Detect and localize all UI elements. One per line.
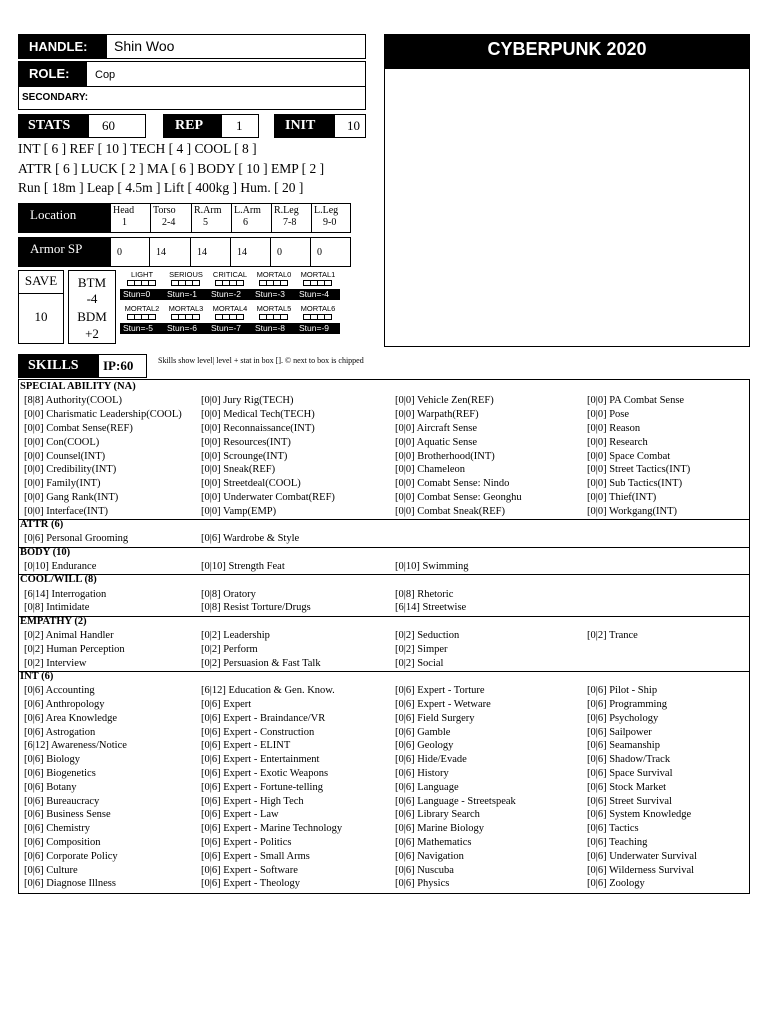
- skill-entry[interactable]: [0|0] Streetdeal(COOL): [201, 478, 301, 490]
- stun-row: [120, 323, 340, 334]
- location-divider: [191, 203, 192, 233]
- skill-entry[interactable]: [0|8] Resist Torture/Drugs: [201, 602, 311, 614]
- skill-entry[interactable]: [0|6] Expert - Entertainment: [201, 754, 320, 766]
- skill-entry[interactable]: [0|6] Expert - Fortune-telling: [201, 781, 323, 793]
- stat-line-movement: Run [ 18m ] Leap [ 4.5m ] Lift [ 400kg ] Hum. [ 20 ]: [18, 180, 304, 195]
- location-divider: [150, 203, 151, 233]
- location-roll: 1: [122, 217, 127, 228]
- skill-entry[interactable]: [0|6] Underwater Survival: [587, 850, 697, 862]
- wound-level-label: MORTAL4: [212, 304, 248, 313]
- skill-entry[interactable]: [0|0] Thief(INT): [587, 491, 657, 503]
- skill-entry[interactable]: [0|6] Street Survival: [587, 795, 672, 807]
- skill-entry[interactable]: [0|6] Diagnose Illness: [24, 878, 116, 890]
- stat-line-secondary: ATTR [ 6 ] LUCK [ 2 ] MA [ 6 ] BODY [ 10 ] EMP [ 2 ]: [18, 161, 325, 176]
- skill-entry[interactable]: [0|2] Human Perception: [24, 643, 125, 655]
- wound-checkbox[interactable]: [192, 280, 200, 286]
- stun-value: Stun=-9: [299, 323, 330, 333]
- stun-value: Stun=-2: [211, 289, 242, 299]
- handle-label: HANDLE:: [19, 35, 107, 58]
- skill-entry[interactable]: [0|8] Intimidate: [24, 602, 90, 614]
- secondary-row: [18, 86, 366, 110]
- armor-sp-cell[interactable]: 0: [270, 237, 311, 267]
- stun-value: Stun=-4: [299, 289, 330, 299]
- wound-boxes[interactable]: [252, 314, 296, 320]
- category-separator: [18, 547, 749, 548]
- skill-entry[interactable]: [0|8] Oratory: [201, 588, 256, 600]
- wound-checkbox[interactable]: [236, 314, 244, 320]
- save-box: [18, 270, 64, 344]
- skill-entry[interactable]: [0|6] Biogenetics: [24, 767, 96, 779]
- skill-entry[interactable]: [0|6] Biology: [24, 754, 81, 766]
- role-value[interactable]: Cop: [95, 69, 116, 81]
- stat-line-primary: INT [ 6 ] REF [ 10 ] TECH [ 4 ] COOL [ 8 ]: [18, 141, 257, 156]
- location-name: R.Leg: [274, 205, 299, 216]
- save-label: SAVE: [24, 273, 58, 288]
- wound-level-label: SERIOUS: [169, 270, 203, 279]
- armor-sp-cell[interactable]: 14: [230, 237, 271, 267]
- skill-entry[interactable]: [0|0] Sneak(REF): [201, 464, 276, 476]
- wound-checkbox[interactable]: [148, 314, 156, 320]
- skill-entry[interactable]: [0|0] Pose: [587, 409, 630, 421]
- stun-value: Stun=0: [123, 289, 151, 299]
- wound-level-label: MORTAL3: [168, 304, 204, 313]
- skill-entry[interactable]: [0|6] Expert - Theology: [201, 878, 301, 890]
- rep-label: REP: [163, 114, 221, 138]
- skill-entry[interactable]: [0|0] PA Combat Sense: [587, 395, 685, 407]
- skill-entry[interactable]: [0|6] Language - Streetspeak: [395, 795, 516, 807]
- wound-checkbox[interactable]: [236, 280, 244, 286]
- skill-entry[interactable]: [0|2] Social: [395, 657, 444, 669]
- skill-entry[interactable]: [0|0] Street Tactics(INT): [587, 464, 691, 476]
- secondary-label: SECONDARY:: [22, 92, 89, 103]
- skill-entry[interactable]: [0|2] Animal Handler: [24, 629, 114, 641]
- location-cell: [314, 205, 338, 229]
- skill-entry[interactable]: [0|6] Seamanship: [587, 740, 660, 752]
- category-separator: [18, 519, 749, 520]
- skill-entry[interactable]: [6|12] Education & Gen. Know.: [201, 685, 335, 697]
- skill-entry[interactable]: [0|6] Expert - Marine Technology: [201, 823, 343, 835]
- btm-label: BTM: [77, 275, 107, 290]
- wound-checkbox[interactable]: [324, 280, 332, 286]
- wound-level-label: MORTAL6: [300, 304, 336, 313]
- skill-entry[interactable]: [0|0] Jury Rig(TECH): [201, 395, 294, 407]
- skill-entry[interactable]: [0|6] Psychology: [587, 712, 659, 724]
- skill-entry[interactable]: [0|6] Language: [395, 781, 459, 793]
- stun-value: Stun=-3: [255, 289, 286, 299]
- skill-entry[interactable]: [0|6] Marine Biology: [395, 823, 485, 835]
- skill-entry[interactable]: [0|6] Stock Market: [587, 781, 667, 793]
- skill-entry[interactable]: [0|0] Combat Sense: Geonghu: [395, 491, 522, 503]
- skill-entry[interactable]: [0|2] Perform: [201, 643, 258, 655]
- skill-entry[interactable]: [0|6] Sailpower: [587, 726, 652, 738]
- skill-entry[interactable]: [0|2] Leadership: [201, 629, 270, 641]
- skill-entry[interactable]: [0|6] Culture: [24, 864, 78, 876]
- skill-entry[interactable]: [0|6] Expert - Law: [201, 809, 279, 821]
- bdm-value[interactable]: +2: [85, 326, 99, 341]
- skill-entry[interactable]: [0|6] Mathematics: [395, 836, 472, 848]
- skill-entry[interactable]: [0|6] Expert - Braindance/VR: [201, 712, 326, 724]
- skill-entry[interactable]: [0|6] Library Search: [395, 809, 480, 821]
- location-cell: [153, 205, 176, 229]
- skill-entry[interactable]: [0|6] Chemistry: [24, 823, 90, 835]
- skill-category-int: INT (6): [20, 670, 54, 682]
- skill-entry[interactable]: [0|0] Gang Rank(INT): [24, 491, 119, 503]
- wound-level-label: LIGHT: [130, 270, 154, 279]
- skill-entry[interactable]: [0|6] Expert - Small Arms: [201, 850, 310, 862]
- category-separator: [18, 574, 749, 575]
- skill-category-empathy: EMPATHY (2): [20, 615, 87, 627]
- skill-entry[interactable]: [0|6] Pilot - Ship: [587, 685, 658, 697]
- skill-entry[interactable]: [0|0] Family(INT): [24, 478, 101, 490]
- stun-value: Stun=-6: [167, 323, 198, 333]
- skill-entry[interactable]: [0|6] Botany: [24, 781, 77, 793]
- role-row: [18, 61, 366, 87]
- skill-entry[interactable]: [0|6] Expert - Construction: [201, 726, 315, 738]
- skill-entry[interactable]: [0|6] Navigation: [395, 850, 464, 862]
- skill-entry[interactable]: [0|0] Sub Tactics(INT): [587, 478, 683, 490]
- location-roll: 2-4: [162, 217, 176, 228]
- location-roll: 6: [243, 217, 248, 228]
- skill-entry[interactable]: [0|0] Credibility(INT): [24, 464, 117, 476]
- skill-entry[interactable]: [0|6] Geology: [395, 740, 454, 752]
- skill-entry[interactable]: [0|0] Chameleon: [395, 464, 466, 476]
- skill-entry[interactable]: [0|6] Expert - Torture: [395, 685, 485, 697]
- skill-entry[interactable]: [0|6] Expert: [201, 698, 252, 710]
- location-divider: [231, 203, 232, 233]
- wound-boxes[interactable]: [120, 314, 164, 320]
- armor-sp-cell[interactable]: 0: [110, 237, 150, 267]
- skill-entry[interactable]: [0|6] History: [395, 767, 449, 779]
- skill-entry[interactable]: [0|2] Trance: [587, 629, 638, 641]
- save-value[interactable]: 10: [34, 309, 48, 324]
- skill-entry[interactable]: [0|6] Wardrobe & Style: [201, 533, 300, 545]
- bdm-label: BDM: [77, 309, 107, 324]
- skill-entry[interactable]: [0|6] Space Survival: [587, 767, 673, 779]
- skills-note: Skills show level| level + stat in box []. © next to box is chipped: [158, 356, 364, 365]
- skill-entry[interactable]: [0|2] Persuasion & Fast Talk: [201, 657, 321, 669]
- wound-checkbox[interactable]: [148, 280, 156, 286]
- skill-entry[interactable]: [0|10] Swimming: [395, 560, 469, 572]
- armor-sp-cell[interactable]: 0: [310, 237, 351, 267]
- wound-level-label: MORTAL5: [256, 304, 292, 313]
- skill-entry[interactable]: [0|0] Comabt Sense: Nindo: [395, 478, 510, 490]
- skill-entry[interactable]: [0|6] Shadow/Track: [587, 754, 671, 766]
- skill-entry[interactable]: [8|8] Authority(COOL): [24, 395, 123, 407]
- skill-entry[interactable]: [0|0] Medical Tech(TECH): [201, 409, 315, 421]
- ip-value: IP:60: [98, 354, 147, 378]
- skill-entry[interactable]: [0|6] Expert - Software: [201, 864, 298, 876]
- wound-level-label: MORTAL0: [256, 270, 292, 279]
- skill-entry[interactable]: [0|2] Interview: [24, 657, 87, 669]
- skill-entry[interactable]: [0|0] Interface(INT): [24, 505, 109, 517]
- skill-category-attr: ATTR (6): [20, 519, 64, 530]
- rep-value[interactable]: 1: [221, 114, 259, 138]
- skill-category-body: BODY (10): [20, 546, 71, 558]
- skill-entry[interactable]: [6|14] Streetwise: [395, 602, 467, 614]
- wound-boxes[interactable]: [120, 280, 164, 286]
- wound-boxes[interactable]: [208, 314, 252, 320]
- skill-entry[interactable]: [0|6] Hide/Evade: [395, 754, 467, 766]
- location-name: Head: [113, 205, 135, 216]
- skill-entry[interactable]: [0|0] Underwater Combat(REF): [201, 491, 335, 503]
- category-separator: [18, 616, 749, 617]
- wound-boxes[interactable]: [296, 280, 340, 286]
- location-divider: [271, 203, 272, 233]
- skill-entry[interactable]: [0|6] Corporate Policy: [24, 850, 118, 862]
- stun-value: Stun=-5: [123, 323, 154, 333]
- wound-level-label: MORTAL2: [124, 304, 160, 313]
- location-roll: 7-8: [283, 217, 297, 228]
- skill-entry[interactable]: [0|6] Composition: [24, 836, 101, 848]
- skill-entry[interactable]: [0|6] Business Sense: [24, 809, 111, 821]
- stun-value: Stun=-1: [167, 289, 198, 299]
- skill-entry[interactable]: [0|0] Research: [587, 436, 648, 448]
- skill-entry[interactable]: [0|6] Accounting: [24, 685, 95, 697]
- location-name: L.Arm: [234, 205, 261, 216]
- skill-entry[interactable]: [0|6] Expert - Exotic Weapons: [201, 767, 329, 779]
- wound-checkbox[interactable]: [324, 314, 332, 320]
- wound-boxes[interactable]: [296, 314, 340, 320]
- skill-entry[interactable]: [0|0] Con(COOL): [24, 436, 100, 448]
- skills-label: SKILLS: [18, 354, 98, 378]
- skill-entry[interactable]: [0|6] Teaching: [587, 836, 648, 848]
- wound-level-label: MORTAL1: [300, 270, 336, 279]
- skill-entry[interactable]: [0|6] Zoology: [587, 878, 645, 890]
- skill-entry[interactable]: [0|0] Vehicle Zen(REF): [395, 395, 494, 407]
- init-value[interactable]: 10: [334, 114, 366, 138]
- skill-entry[interactable]: [0|0] Reconnaissance(INT): [201, 422, 315, 434]
- location-cell: [274, 205, 299, 229]
- game-title: CYBERPUNK 2020: [385, 35, 749, 69]
- location-cell: [194, 205, 222, 229]
- skill-entry[interactable]: [0|0] Reason: [587, 422, 641, 434]
- skill-category-special: SPECIAL ABILITY (NA): [20, 381, 136, 392]
- skill-entry[interactable]: [0|6] Expert - Politics: [201, 836, 292, 848]
- skill-entry[interactable]: [0|10] Strength Feat: [201, 560, 285, 572]
- skill-entry[interactable]: [0|6] Nuscuba: [395, 864, 454, 876]
- wound-boxes[interactable]: [164, 280, 208, 286]
- wound-boxes[interactable]: [252, 280, 296, 286]
- skill-entry[interactable]: [0|6] Expert - Wetware: [395, 698, 491, 710]
- skill-entry[interactable]: [0|6] Field Surgery: [395, 712, 475, 724]
- skill-entry[interactable]: [0|0] Combat Sneak(REF): [395, 505, 506, 517]
- skill-entry[interactable]: [0|0] Scrounge(INT): [201, 450, 288, 462]
- handle-value[interactable]: Shin Woo: [114, 38, 175, 54]
- role-label: ROLE:: [19, 62, 87, 86]
- portrait-box: [384, 34, 750, 347]
- skill-entry[interactable]: [0|6] Personal Grooming: [24, 533, 129, 545]
- armor-sp-cell[interactable]: 14: [190, 237, 231, 267]
- skill-entry[interactable]: [0|6] System Knowledge: [587, 809, 692, 821]
- location-cell: [113, 205, 134, 229]
- skill-entry[interactable]: [0|6] Physics: [395, 878, 450, 890]
- location-name: L.Leg: [314, 205, 339, 216]
- save-divider: [19, 293, 63, 294]
- armor-sp-cell[interactable]: 14: [149, 237, 191, 267]
- location-roll: 9-0: [323, 217, 337, 228]
- skill-entry[interactable]: [0|6] Gamble: [395, 726, 451, 738]
- stats-value[interactable]: 60: [88, 114, 146, 138]
- skill-entry[interactable]: [0|6] Astrogation: [24, 726, 96, 738]
- wound-boxes[interactable]: [164, 314, 208, 320]
- stun-value: Stun=-8: [255, 323, 286, 333]
- skill-entry[interactable]: [0|6] Expert - High Tech: [201, 795, 304, 807]
- wound-boxes[interactable]: [208, 280, 252, 286]
- location-cell: [234, 205, 261, 229]
- stun-value: Stun=-7: [211, 323, 242, 333]
- location-label: Location: [18, 203, 110, 233]
- wound-checkbox[interactable]: [280, 280, 288, 286]
- skill-entry[interactable]: [0|6] Expert - ELINT: [201, 740, 291, 752]
- skill-entry[interactable]: [0|6] Programming: [587, 698, 667, 710]
- btm-value[interactable]: -4: [86, 291, 98, 306]
- stats-label: STATS: [18, 114, 88, 138]
- location-name: R.Arm: [194, 205, 222, 216]
- skill-entry[interactable]: [0|0] Vamp(EMP): [201, 505, 277, 517]
- skill-entry[interactable]: [6|12] Awareness/Notice: [24, 740, 127, 752]
- skill-entry[interactable]: [0|0] Warpath(REF): [395, 409, 479, 421]
- skill-entry[interactable]: [0|0] Brotherhood(INT): [395, 450, 495, 462]
- location-name: Torso: [153, 205, 176, 216]
- skill-entry[interactable]: [0|0] Combat Sense(REF): [24, 422, 133, 434]
- skill-entry[interactable]: [0|6] Anthropology: [24, 698, 105, 710]
- skill-entry[interactable]: [0|2] Simper: [395, 643, 448, 655]
- wound-checkbox[interactable]: [280, 314, 288, 320]
- skill-entry[interactable]: [0|0] Aircraft Sense: [395, 422, 477, 434]
- skill-entry[interactable]: [0|0] Charismatic Leadership(COOL): [24, 409, 182, 421]
- category-separator: [18, 671, 749, 672]
- skill-entry[interactable]: [0|6] Wilderness Survival: [587, 864, 695, 876]
- skill-entry[interactable]: [0|0] Counsel(INT): [24, 450, 106, 462]
- skill-entry[interactable]: [0|0] Workgang(INT): [587, 505, 677, 517]
- wound-level-label: CRITICAL: [212, 270, 248, 279]
- location-divider: [311, 203, 312, 233]
- skill-entry[interactable]: [6|14] Interrogation: [24, 588, 107, 600]
- skill-entry[interactable]: [0|10] Endurance: [24, 560, 97, 572]
- skill-entry[interactable]: [0|6] Bureaucracy: [24, 795, 100, 807]
- skill-category-cool: COOL/WILL (8): [20, 574, 97, 586]
- skill-entry[interactable]: [0|6] Tactics: [587, 823, 639, 835]
- wound-checkbox[interactable]: [192, 314, 200, 320]
- handle-row: [18, 34, 366, 59]
- skill-entry[interactable]: [0|0] Space Combat: [587, 450, 671, 462]
- location-roll: 5: [203, 217, 208, 228]
- armor-sp-label: Armor SP: [18, 237, 110, 267]
- skill-entry[interactable]: [0|0] Resources(INT): [201, 436, 291, 448]
- btm-bdm-box: [68, 270, 116, 344]
- skill-entry[interactable]: [0|6] Area Knowledge: [24, 712, 118, 724]
- init-label: INIT: [274, 114, 334, 138]
- skill-entry[interactable]: [0|2] Seduction: [395, 629, 460, 641]
- skill-entry[interactable]: [0|8] Rhetoric: [395, 588, 454, 600]
- stun-row: [120, 289, 340, 300]
- skill-entry[interactable]: [0|0] Aquatic Sense: [395, 436, 478, 448]
